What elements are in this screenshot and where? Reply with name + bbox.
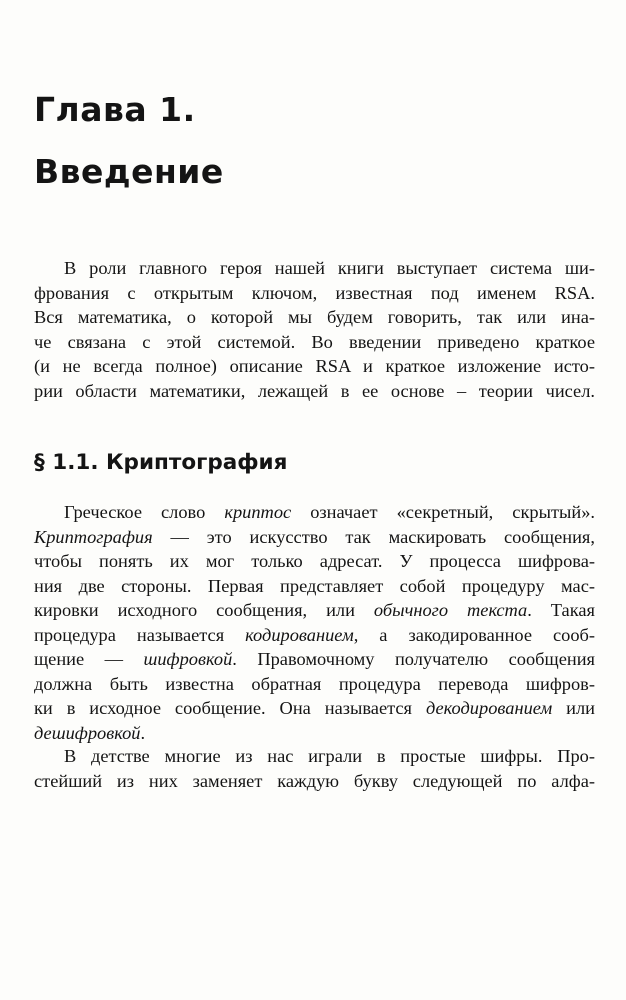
intro-paragraph xyxy=(34,256,595,403)
emphasis-term: декодированием xyxy=(425,698,553,718)
text-line: должна быть известна обратная процедура перевода шифров- xyxy=(34,673,595,694)
text-line: щение — шифровкой. Правомочному получателю сообщения xyxy=(34,649,595,669)
text-line: В роли главного героя нашей книги выступает система ши- xyxy=(64,258,595,278)
text-line: ния две стороны. Первая представляет собой процедуру мас- xyxy=(34,575,595,596)
text-line: Греческое слово криптос означает «секретный, скрытый». xyxy=(64,502,595,522)
cryptography-paragraph xyxy=(34,500,595,745)
section-heading: § 1.1. Криптография xyxy=(34,450,288,475)
text-line: рии области математики, лежащей в ее основе – теории чисел. xyxy=(34,380,595,401)
emphasis-term: Криптография xyxy=(34,526,153,547)
chapter-title: Введение xyxy=(34,152,224,191)
text-line: че связана с этой системой. Во введении приведено краткое xyxy=(34,331,595,352)
text-line: процедура называется кодированием, а закодированное сооб- xyxy=(34,624,596,645)
text-line: Вся математика, о которой мы будем говорить, так или ина- xyxy=(34,307,595,327)
emphasis-term: шифровкой xyxy=(143,649,233,669)
text-line: (и не всегда полное) описание RSA и краткое изложение исто- xyxy=(34,356,595,376)
text-line: В детстве многие из нас играли в простые шифры. Про- xyxy=(64,746,595,766)
text-line: стейший из них заменяет каждую букву следующей по алфа- xyxy=(34,770,595,791)
emphasis-term: кодированием xyxy=(245,624,354,645)
text-line: кировки исходного сообщения, или обычного текста. Такая xyxy=(34,600,595,620)
text-line: дешифровкой. xyxy=(34,722,146,743)
text-line: Криптография — это искусство так маскировать сообщения, xyxy=(34,526,595,547)
ciphers-paragraph xyxy=(34,744,595,793)
text-line: чтобы понять их мог только адресат. У процесса шифрова- xyxy=(34,551,595,571)
emphasis-term: криптос xyxy=(224,502,292,522)
text-line: ки в исходное сообщение. Она называется декодированием или xyxy=(34,698,595,718)
emphasis-term: обычного текста xyxy=(373,600,528,620)
emphasis-term: дешифровкой xyxy=(34,722,141,743)
chapter-label: Глава 1. xyxy=(34,90,196,129)
text-line: фрования с открытым ключом, известная под именем RSA. xyxy=(34,282,595,303)
